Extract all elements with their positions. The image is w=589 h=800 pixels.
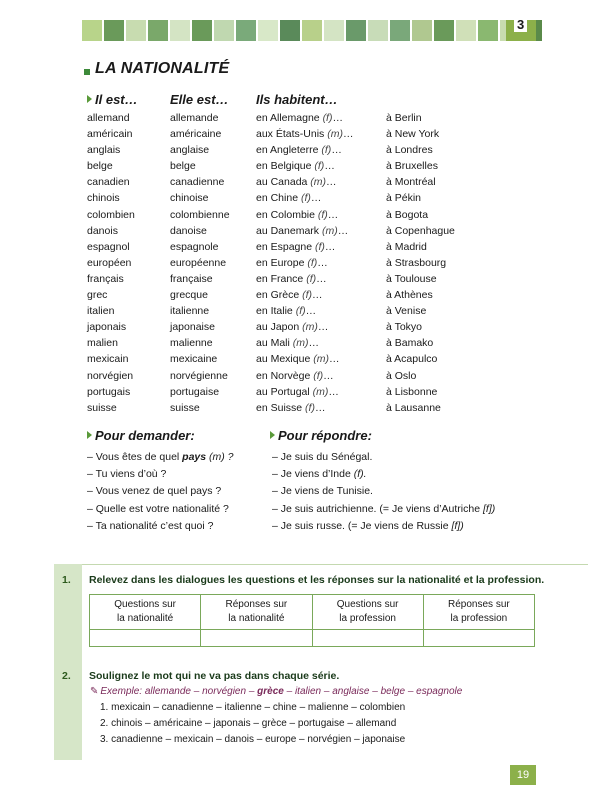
country-name: en France [256,272,307,285]
ask-list [87,449,234,535]
country-entry: en Allemagne (f)… [256,112,343,124]
exercise-1-title: Relevez dans les dialogues les questions et les réponses sur la nationalité et la profession. [89,574,545,586]
country-name: aux États-Unis [256,128,328,141]
feminine-form: européenne [170,256,227,269]
city-entry: à Bruxelles [386,160,438,173]
question-line: – Vous êtes de quel pays (m) ? [87,451,234,463]
country-entry: en Norvège (f)… [256,369,334,382]
strip-square [82,20,102,41]
exercise-1-number: 1. [62,574,71,586]
series-line[interactable]: 2. chinois – américaine – japonais – grèce – portugaise – allemand [100,718,397,729]
gender-marker: (m) [313,353,329,366]
masculine-form: espagnol [87,240,130,253]
masculine-form: canadien [87,176,130,189]
country-name: au Danemark [256,224,322,237]
city-entry: à Berlin [386,112,422,124]
city-entry: à New York [386,128,440,141]
country-name: en Belgique [256,160,315,173]
feminine-form: italienne [170,305,210,318]
country-name: en Suisse [256,401,306,414]
strip-square [280,20,300,41]
strip-square [192,20,212,41]
gender-marker: (f) [300,192,311,205]
exercise-sidebar [54,564,82,760]
city-entry: à Montréal [386,176,436,189]
masculine-form: malien [87,337,118,350]
country-name: au Portugal [256,385,313,398]
exercise-2-number: 2. [62,670,71,682]
gender-marker: (f) [317,208,328,221]
country-name: en Angleterre [256,144,322,157]
exercise-2-series [100,700,405,748]
city-entry: à Lausanne [386,401,441,414]
feminine-form: portugaise [170,385,220,398]
feminine-form: norvégienne [170,369,228,382]
masculine-form: américain [87,128,133,141]
ask-heading: Pour demander: [87,428,195,443]
country-entry: au Canada (m)… [256,176,337,189]
table-header-cell: Questions sur la profession [312,595,423,630]
feminine-form: anglaise [170,144,210,157]
masculine-form: italien [87,305,115,318]
series-line[interactable]: 1. mexicain – canadienne – italienne – chine – malienne – colombien [100,702,406,713]
country-name: en Colombie [256,208,318,221]
heading-bullet-icon [84,69,90,75]
answer-line: – Je suis russe. (= Je viens de Russie [f]) [272,519,464,532]
gender-marker: (m) [321,224,338,237]
masculine-form: norvégien [87,369,134,382]
arrow-icon [270,431,275,439]
gender-marker: (f) [305,401,315,414]
exercise-1-table [89,594,535,647]
strip-square [412,20,432,41]
country-name: en Norvège [256,369,314,382]
strip-square [368,20,388,41]
gender-marker: (f) [314,160,325,173]
arrow-icon [87,431,92,439]
country-entry: en Angleterre (f)… [256,144,342,157]
feminine-form: allemande [170,112,219,124]
masculine-form: belge [87,160,113,173]
strip-square [324,20,344,41]
question-line: – Ta nationalité c’est quoi ? [87,519,214,532]
country-entry: en Grèce (f)… [256,289,323,302]
masculine-form: portugais [87,385,131,398]
feminine-form: américaine [170,128,222,141]
masculine-form: suisse [87,401,117,414]
city-entry: à Acapulco [386,353,438,366]
table-header-cell: Réponses sur la nationalité [201,595,312,630]
masculine-form: allemand [87,112,130,124]
city-entry: à Tokyo [386,321,422,334]
city-entry: à Lisbonne [386,385,438,398]
masculine-form: mexicain [87,353,129,366]
feminine-form: espagnole [170,240,219,253]
masculine-form: anglais [87,144,121,157]
strip-square [214,20,234,41]
masculine-column [87,110,135,416]
masculine-form: colombien [87,208,135,221]
answer-cell[interactable] [90,630,201,647]
masculine-form: danois [87,224,118,237]
country-entry: en France (f)… [256,272,327,285]
gender-marker: (f) [307,256,318,269]
feminine-form: grecque [170,289,208,302]
country-entry: en Suisse (f)… [256,401,326,414]
city-entry: à Londres [386,144,433,157]
strip-square [390,20,410,41]
gender-marker: (f) [302,289,313,302]
country-name: au Canada [256,176,311,189]
country-name: au Japon [256,321,303,334]
answer-line: – Je suis du Sénégal. [272,451,373,463]
chapter-number: 3 [514,18,527,32]
gender-marker: (f) [322,112,333,124]
answer-list [272,449,495,535]
country-entry: en Colombie (f)… [256,208,339,221]
country-name: au Mexique [256,353,314,366]
feminine-form: colombienne [170,208,230,221]
strip-square [302,20,322,41]
masculine-form: européen [87,256,132,269]
strip-square [478,20,498,41]
country-entry: en Espagne (f)… [256,240,336,253]
gender-marker: (m) [327,128,343,141]
country-entry: au Mali (m)… [256,337,320,350]
gender-marker: (f) [321,144,332,157]
column-heading-ils-habitent: Ils habitent… [256,92,338,107]
country-name: en Espagne [256,240,315,253]
country-entry: au Japon (m)… [256,321,329,334]
city-entry: à Oslo [386,369,417,382]
country-name: au Mali [256,337,293,350]
gender-marker: (f) [313,369,324,382]
country-entry: au Mexique (m)… [256,353,340,366]
page-number: 19 [516,769,530,781]
country-name: en Grèce [256,289,303,302]
masculine-form: japonais [87,321,127,334]
strip-square [456,20,476,41]
feminine-form: japonaise [170,321,215,334]
city-column [386,110,455,416]
country-entry: en Chine (f)… [256,192,322,205]
answer-cell[interactable] [423,630,534,647]
answer-heading: Pour répondre: [270,428,372,443]
country-entry: en Italie (f)… [256,305,317,318]
question-line: – Tu viens d’où ? [87,468,167,481]
strip-square [236,20,256,41]
answer-line: – Je viens d’Inde (f). [272,468,367,481]
page-title: LA NATIONALITÉ [95,60,230,77]
city-entry: à Toulouse [386,272,437,285]
question-line: – Vous venez de quel pays ? [87,485,222,498]
city-entry: à Pékin [386,192,422,205]
column-heading-elle-est: Elle est… [170,92,229,107]
country-name: en Italie [256,305,296,318]
masculine-form: chinois [87,192,120,205]
table-header-cell: Questions sur la nationalité [90,595,201,630]
feminine-form: canadienne [170,176,225,189]
gender-marker: (f) [314,240,325,253]
gender-marker: (m) [310,176,327,189]
arrow-icon [87,95,92,103]
divider [82,564,588,565]
feminine-form: mexicaine [170,353,218,366]
country-entry: en Europe (f)… [256,256,328,269]
exercise-2-title: Soulignez le mot qui ne va pas dans chaque série. [89,670,340,682]
answer-cell[interactable] [312,630,423,647]
gender-marker: (m) [292,337,309,350]
feminine-form: danoise [170,224,207,237]
country-entry: en Belgique (f)… [256,160,335,173]
feminine-form: suisse [170,401,200,414]
strip-square [346,20,366,41]
city-entry: à Madrid [386,240,427,253]
masculine-form: grec [87,289,108,302]
table-header-cell: Réponses sur la profession [423,595,534,630]
column-heading-il-est: Il est… [87,92,138,107]
city-entry: à Copenhague [386,224,455,237]
pencil-icon: ✎ [90,686,99,697]
strip-square [148,20,168,41]
feminine-column [170,110,230,416]
strip-square [434,20,454,41]
series-line[interactable]: 3. canadienne – mexicain – danois – europe – norvégien – japonaise [100,734,406,745]
masculine-form: français [87,272,124,285]
strip-square [104,20,124,41]
example-odd-word: grèce [257,686,284,697]
header-color-strip [82,20,544,41]
answer-line: – Je viens de Tunisie. [272,485,373,498]
feminine-form: malienne [170,337,213,350]
city-entry: à Bamako [386,337,434,350]
feminine-form: française [170,272,213,285]
strip-square [126,20,146,41]
answer-line: – Je suis autrichienne. (= Je viens d’Autriche [f]) [272,502,496,515]
feminine-form: chinoise [170,192,209,205]
city-entry: à Venise [386,305,427,318]
gender-marker: (m) [312,385,329,398]
question-line: – Quelle est votre nationalité ? [87,502,229,515]
country-column [256,110,353,416]
answer-cell[interactable] [201,630,312,647]
strip-square [170,20,190,41]
country-name: en Chine [256,192,301,205]
country-name: en Allemagne [256,112,323,124]
city-entry: à Strasbourg [386,256,447,269]
country-name: en Europe [256,256,308,269]
gender-marker: (f) [306,272,317,285]
country-entry: aux États-Unis (m)… [256,128,354,141]
exercise-2-example: ✎ Exemple: allemande – norvégien – grèce – italien – anglaise – belge – espagnole [90,686,463,697]
gender-marker: (f) [295,305,306,318]
country-entry: au Danemark (m)… [256,224,349,237]
city-entry: à Bogota [386,208,429,221]
strip-square [258,20,278,41]
city-entry: à Athènes [386,289,433,302]
feminine-form: belge [170,160,196,173]
gender-marker: (m) [302,321,318,334]
country-entry: au Portugal (m)… [256,385,339,398]
